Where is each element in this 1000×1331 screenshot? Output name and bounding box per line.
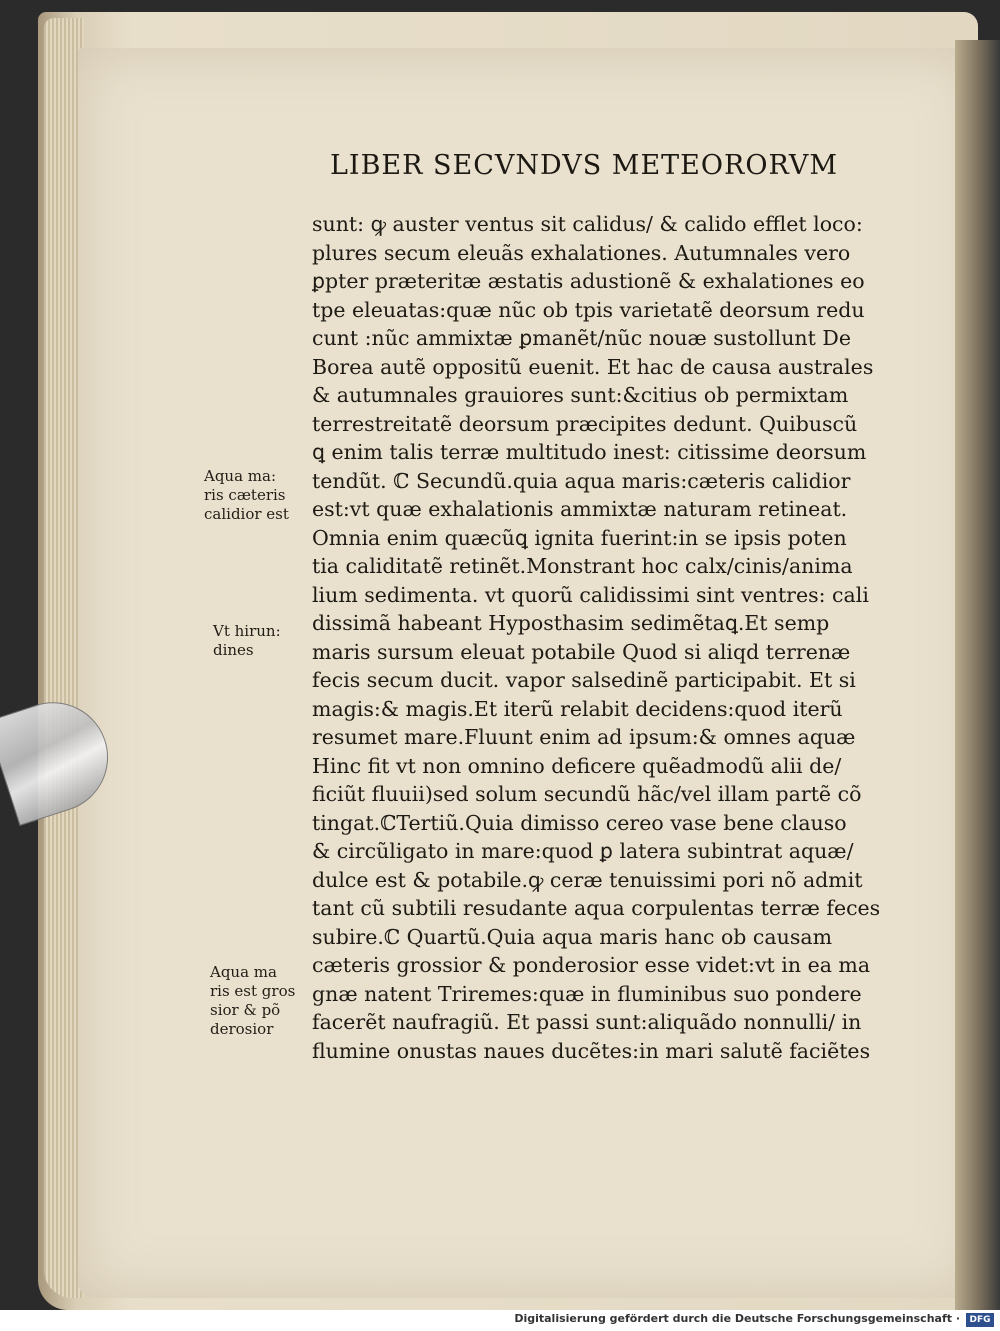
margin-note-line: ris cæteris <box>204 486 286 504</box>
margin-note <box>210 963 295 1039</box>
text-line: & circũligato in mare:quod ꝑ latera subintrat aquæ/ <box>312 839 854 863</box>
text-line: ficiũt fluuii)sed solum secundũ hãc/vel illam partẽ cõ <box>312 782 862 806</box>
text-line: flumine onustas naues ducẽtes:in mari salutẽ faciẽtes <box>312 1038 871 1063</box>
text-line: sunt: ꝙ auster ventus sit calidus/ & calido efflet loco: <box>312 212 863 236</box>
margin-note-line: Vt hirun: <box>213 622 281 640</box>
text-line: Omnia enim quæcũꝗ ignita fuerint:in se ipsis poten <box>312 525 847 550</box>
text-line: gnæ natent Triremes:quæ in fluminibus suo pondere <box>312 981 862 1006</box>
text-line: maris sursum eleuat potabile Quod si aliqd terrenæ <box>312 639 851 664</box>
text-line: terrestreitatẽ deorsum præcipites dedunt. Quibuscũ <box>312 411 858 436</box>
body-text <box>312 210 912 1065</box>
margin-note-line: ris est gros <box>210 982 296 1000</box>
text-line: resumet mare.Fluunt enim ad ipsum:& omnes aquæ <box>312 725 856 749</box>
text-line: subire.ℂ Quartũ.Quia aqua maris hanc ob causam <box>312 924 833 949</box>
margin-note <box>204 467 289 524</box>
text-line: dulce est & potabile.ꝙ ceræ tenuissimi pori nõ admit <box>312 867 863 892</box>
text-line: cæteris grossior & ponderosior esse videt:vt in ea ma <box>312 953 871 977</box>
text-line: fecis secum ducit. vapor salsedinẽ participabit. Et si <box>312 668 856 692</box>
text-line: facerẽt naufragiũ. Et passi sunt:aliquãdo nonnulli/ in <box>312 1010 862 1034</box>
text-line: magis:& magis.Et iterũ relabit decidens:quod iterũ <box>312 696 843 721</box>
text-line: ꝗ enim talis terræ multitudo inest: citissime deorsum <box>312 440 867 464</box>
text-line: Hinc fit vt non omnino deficere quẽadmodũ alii de/ <box>312 753 842 778</box>
margin-note-line: calidior est <box>204 505 289 523</box>
margin-note-line: dines <box>213 641 254 659</box>
margin-note-line: Aqua ma: <box>204 467 277 485</box>
text-line: tia caliditatẽ retinẽt.Monstrant hoc calx/cinis/anima <box>312 554 853 578</box>
text-line: est:vt quæ exhalationis ammixtæ naturam retineat. <box>312 497 848 521</box>
text-line: Borea autẽ oppositũ euenit. Et hac de causa australes <box>312 354 874 379</box>
text-line: tendũt. ℂ Secundũ.quia aqua maris:cæteris calidior <box>312 468 851 493</box>
running-head: LIBER SECVNDVS METEORORVM <box>330 150 838 181</box>
margin-note-line: derosior <box>210 1020 274 1038</box>
gutter-shadow <box>955 40 1000 1310</box>
footer-credit: Digitalisierung gefördert durch die Deutsche Forschungsgemeinschaft · <box>514 1312 960 1325</box>
text-line: tingat.ℂTertiũ.Quia dimisso cereo vase bene clauso <box>312 810 847 835</box>
text-line: cunt :nũc ammixtæ ꝑmanẽt/nũc nouæ sustollunt De <box>312 326 851 350</box>
text-line: ꝑpter præteritæ æstatis adustionẽ & exhalationes eo <box>312 269 865 293</box>
margin-note <box>213 622 281 660</box>
dfg-logo: DFG <box>966 1313 994 1327</box>
text-line: tpe eleuatas:quæ nũc ob tpis varietatẽ deorsum redu <box>312 297 865 322</box>
margin-note-line: Aqua ma <box>210 963 277 981</box>
text-line: & autumnales grauiores sunt:&citius ob permixtam <box>312 383 849 407</box>
text-line: dissimã habeant Hyposthasim sedimẽtaꝗ.Et semp <box>312 611 830 635</box>
digitization-footer <box>0 1310 1000 1331</box>
text-line: tant cũ subtili resudante aqua corpulentas terræ feces <box>312 896 881 920</box>
margin-note-line: sior & põ <box>210 1001 281 1019</box>
text-line: plures secum eleuãs exhalationes. Autumnales vero <box>312 240 851 265</box>
text-line: lium sedimenta. vt quorũ calidissimi sint ventres: cali <box>312 582 869 607</box>
